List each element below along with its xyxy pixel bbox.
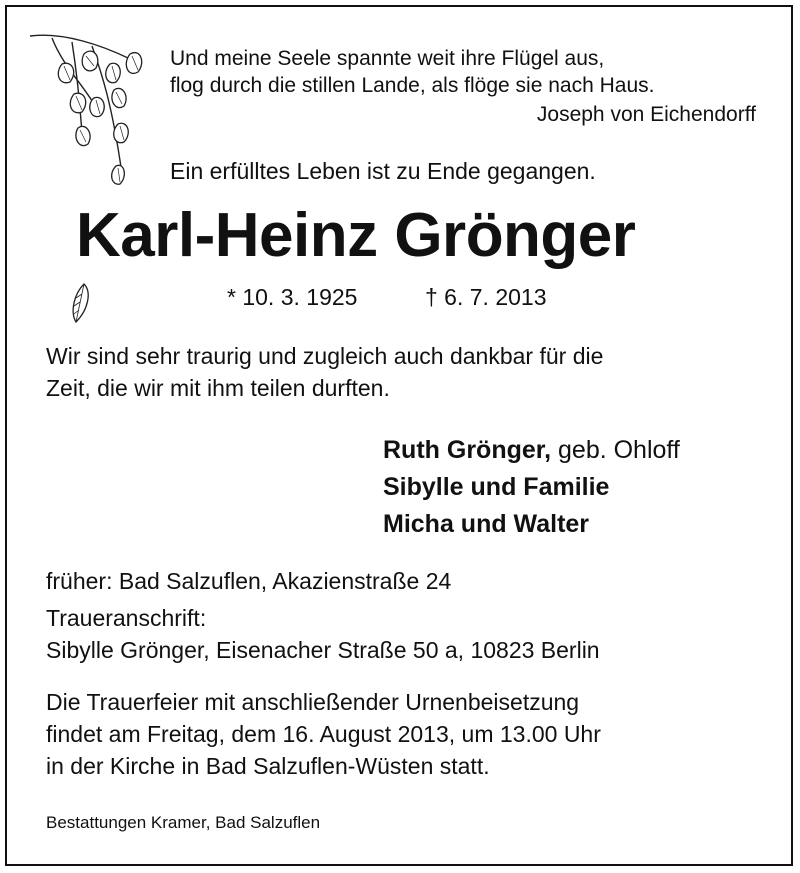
deceased-name: Karl-Heinz Grönger bbox=[76, 201, 636, 270]
poem-line-1: Und meine Seele spannte weit ihre Flügel aus, bbox=[170, 47, 605, 70]
ceremony-line-1: Die Trauerfeier mit anschließender Urnenbeisetzung bbox=[46, 689, 580, 715]
message-line-1: Wir sind sehr traurig und zugleich auch dankbar für die bbox=[46, 343, 604, 369]
message-line-2: Zeit, die wir mit ihm teilen durften. bbox=[46, 375, 390, 401]
maiden-name: geb. Ohloff bbox=[551, 436, 680, 464]
family-line-1 bbox=[383, 432, 680, 469]
undertaker: Bestattungen Kramer, Bad Salzuflen bbox=[46, 813, 321, 832]
mourning-address: Sibylle Grönger, Eisenacher Straße 50 a, 10823 Berlin bbox=[46, 637, 600, 663]
falling-leaf-icon bbox=[66, 282, 96, 328]
lead-text: Ein erfülltes Leben ist zu Ende gegangen. bbox=[170, 158, 596, 184]
ceremony-line-2: findet am Freitag, dem 16. August 2013, um 13.00 Uhr bbox=[46, 721, 601, 747]
ceremony-line-3: in der Kirche in Bad Salzuflen-Wüsten statt. bbox=[46, 753, 490, 779]
family-line-2: Sibylle und Familie bbox=[383, 473, 610, 501]
family-name-ruth: Ruth Grönger, bbox=[383, 436, 552, 464]
poem-line-2: flog durch die stillen Lande, als flöge sie nach Haus. bbox=[170, 74, 655, 97]
poem-author: Joseph von Eichendorff bbox=[536, 103, 756, 126]
birch-branch-icon bbox=[22, 24, 162, 194]
mourning-address-label: Traueranschrift: bbox=[46, 605, 207, 631]
birth-date: * 10. 3. 1925 bbox=[227, 284, 358, 310]
death-date: † 6. 7. 2013 bbox=[425, 284, 547, 310]
former-address: früher: Bad Salzuflen, Akazienstraße 24 bbox=[46, 568, 452, 594]
family-line-3: Micha und Walter bbox=[383, 510, 590, 538]
